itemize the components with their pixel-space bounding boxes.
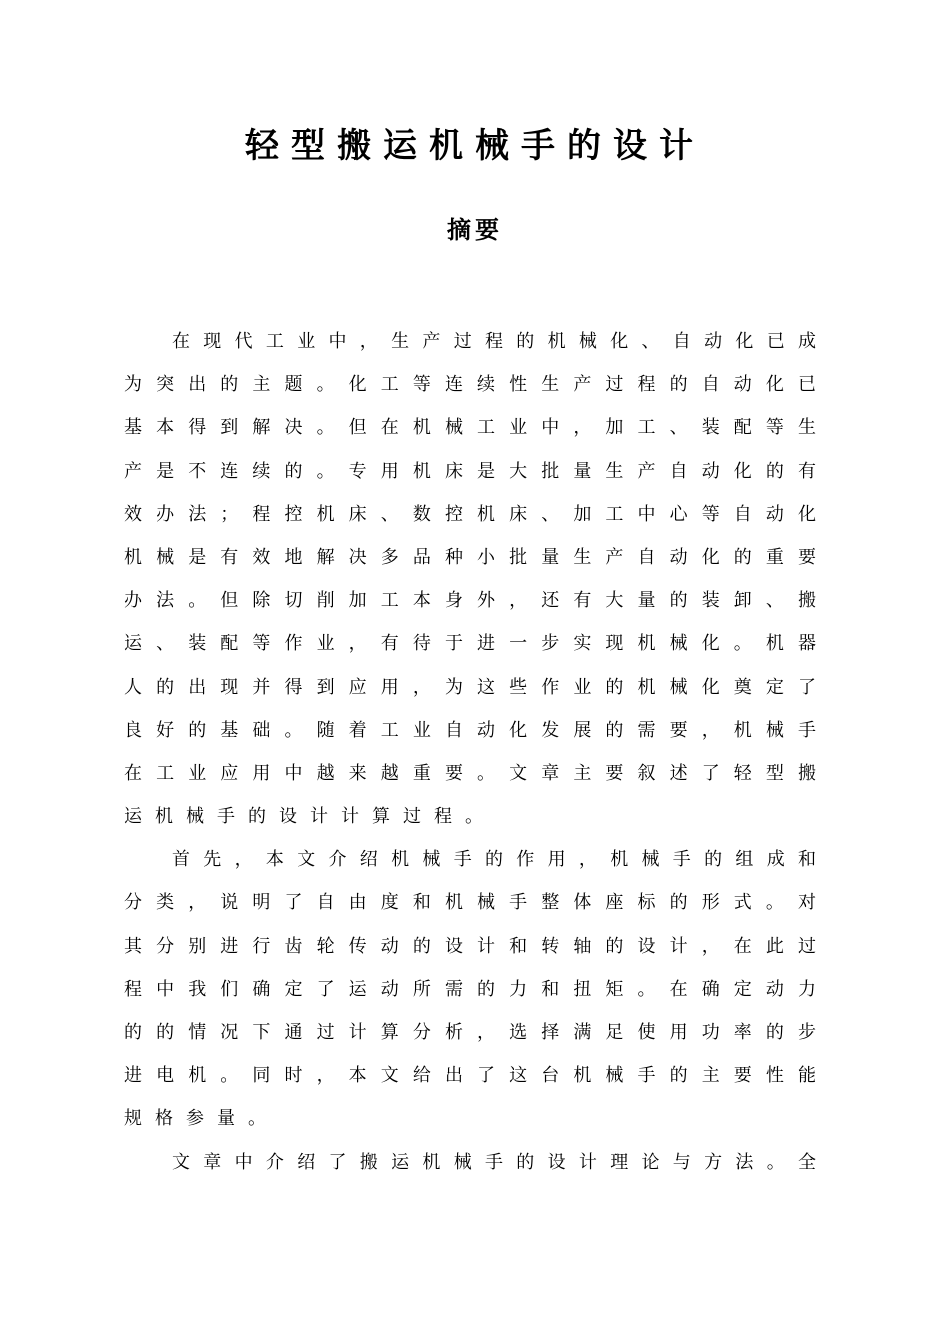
- text-line: 首先，本文介绍机械手的作用，机械手的组成和: [172, 849, 816, 871]
- text-line: 基本得到解决。但在机械工业中，加工、装配等生: [124, 417, 816, 439]
- text-line: 运、装配等作业，有待于进一步实现机械化。机器: [124, 633, 816, 655]
- text-line: 良好的基础。随着工业自动化发展的需要，机械手: [124, 719, 816, 741]
- text-line: 产是不连续的。专用机床是大批量生产自动化的有: [124, 460, 816, 482]
- text-line: 其分别进行齿轮传动的设计和转轴的设计，在此过: [124, 935, 816, 957]
- text-line: 机械是有效地解决多品种小批量生产自动化的重要: [124, 546, 816, 568]
- text-line: 效办法；程控机床、数控机床、加工中心等自动化: [124, 503, 816, 525]
- text-line: 进电机。同时，本文给出了这台机械手的主要性能: [124, 1065, 816, 1087]
- text-line: 为突出的主题。化工等连续性生产过程的自动化已: [124, 374, 816, 396]
- text-line: 在工业应用中越来越重要。文章主要叙述了轻型搬: [124, 762, 816, 784]
- text-line: 人的出现并得到应用，为这些作业的机械化奠定了: [124, 676, 816, 698]
- text-line: 程中我们确定了运动所需的力和扭矩。在确定动力: [124, 978, 816, 1000]
- text-line: 运机械手的设计计算过程。: [124, 806, 496, 828]
- document-title: 轻型搬运机械手的设计: [245, 126, 705, 166]
- text-line: 的的情况下通过计算分析，选择满足使用功率的步: [124, 1022, 816, 1043]
- abstract-heading: 摘要: [447, 216, 503, 244]
- text-line: 办法。但除切削加工本身外，还有大量的装卸、搬: [124, 590, 816, 612]
- text-line: 文章中介绍了搬运机械手的设计理论与方法。全: [172, 1151, 816, 1173]
- text-line: 在现代工业中，生产过程的机械化、自动化已成: [172, 331, 816, 352]
- abstract-body: [124, 320, 816, 1184]
- text-line: 分类，说明了自由度和机械手整体座标的形式。对: [124, 892, 816, 914]
- text-line: 规格参量。: [124, 1108, 279, 1130]
